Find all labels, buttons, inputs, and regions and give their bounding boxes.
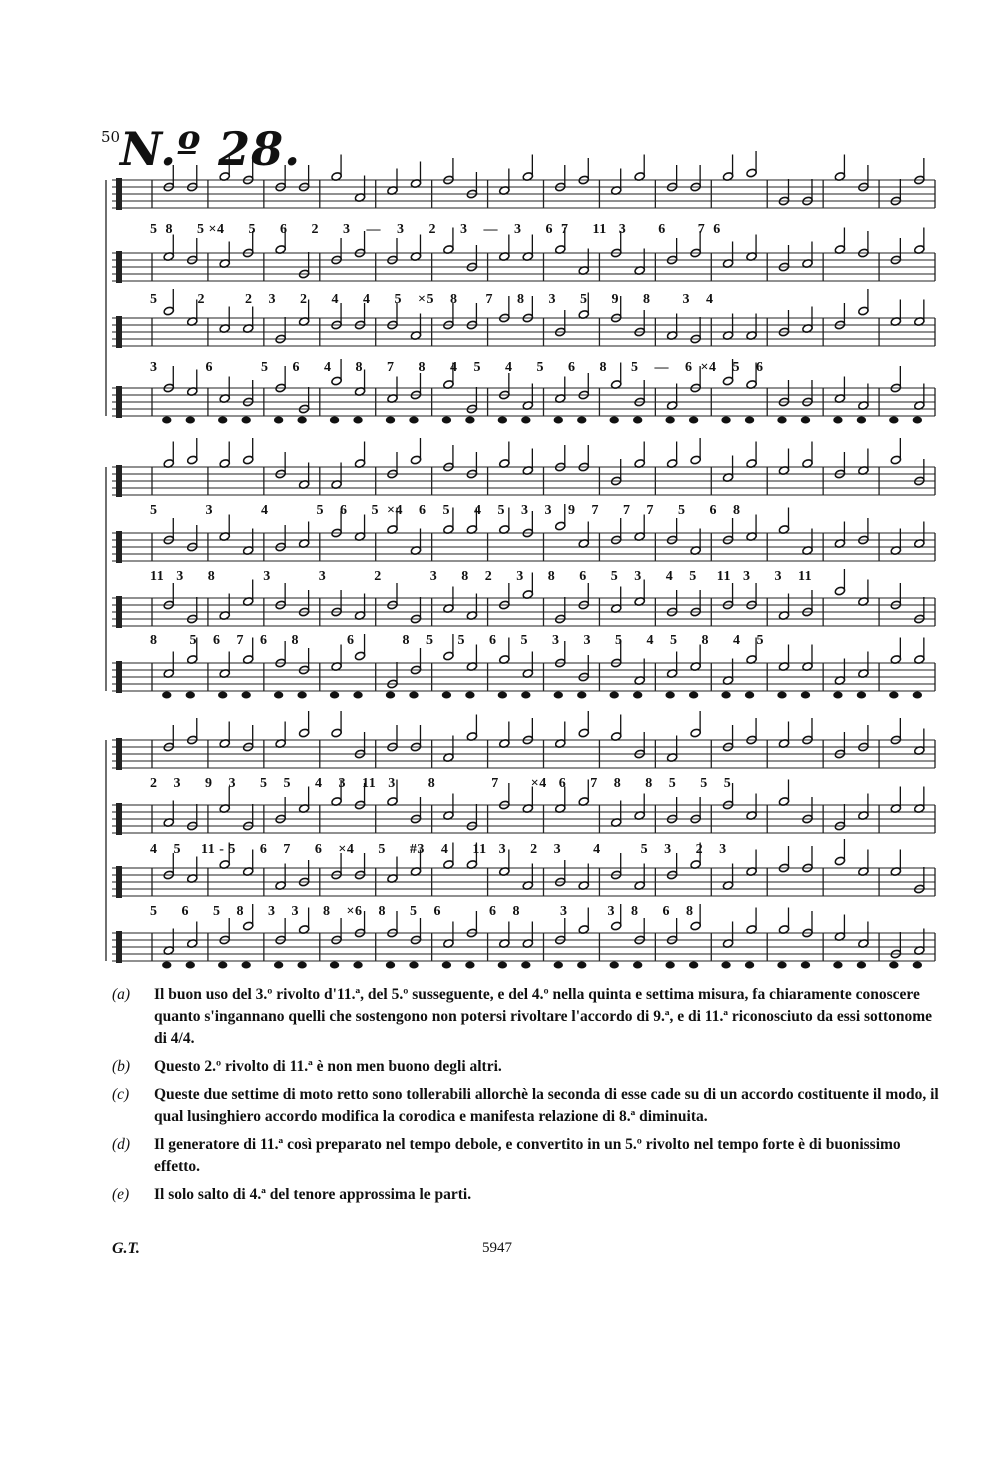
note-head	[354, 962, 362, 968]
music-system-2	[0, 455, 1000, 725]
footnote	[112, 1056, 942, 1078]
note-head	[522, 962, 530, 968]
note-head	[219, 692, 227, 698]
footnote-text: Questo 2.º rivolto di 11.ª è non men buono degli altri.	[154, 1058, 502, 1075]
figured-bass-row: 2 3 9 3 5 5 4 3 11 3 8 7 ×4 6 7 8 8 5 5 5	[150, 776, 732, 791]
note-head	[834, 962, 842, 968]
note-head	[498, 417, 506, 423]
footnote-text: Il generatore di 11.ª così preparato nel tempo debole, e convertito in un 5.º rivolto nel tempo forte è di buonissimo effetto.	[154, 1136, 901, 1175]
note-head	[689, 962, 697, 968]
music-system-1	[0, 150, 1000, 450]
note-head	[890, 692, 898, 698]
note-head	[410, 417, 418, 423]
publisher-mark: G.T.	[112, 1240, 140, 1257]
page-number: 50	[101, 128, 121, 146]
piece-title: N.º 28.	[120, 122, 302, 176]
figured-bass-row: 5 8 5 ×4 5 6 2 3 — 3 2 3 — 3 6 7 11 3 6 7 6	[150, 222, 721, 237]
footnote-marker: (b)	[112, 1058, 131, 1075]
note-head	[778, 962, 786, 968]
note-head	[801, 417, 809, 423]
note-head	[689, 417, 697, 423]
note-head	[219, 417, 227, 423]
c-clef-icon	[116, 738, 122, 770]
footnote	[112, 1134, 942, 1178]
note-head	[890, 962, 898, 968]
note-head	[330, 417, 338, 423]
note-head	[722, 417, 730, 423]
figured-bass-row: 5 6 5 8 3 3 8 ×6 8 5 6 6 8 3 3 8 6 8	[150, 904, 694, 919]
footnote-text: Queste due settime di moto retto sono tollerabili allorchè la seconda di esse cade su di un accordo costituente il modo, il qual lusinghiero accordo modifica la corodica e manifesta relazione di 8.ª diminuita.	[154, 1086, 939, 1125]
c-clef-icon	[116, 596, 122, 628]
footnote	[112, 984, 942, 1050]
note-head	[242, 962, 250, 968]
note-head	[633, 692, 641, 698]
note-head	[219, 962, 227, 968]
figured-bass-row: 8 5 6 7 6 8 6 8 5 5 6 5 3 3 5 4 5 8 4 5	[150, 633, 764, 648]
note-head	[857, 692, 865, 698]
note-head	[745, 962, 753, 968]
note-head	[633, 417, 641, 423]
note-head	[386, 692, 394, 698]
note-head	[354, 692, 362, 698]
bass-clef-icon	[116, 661, 122, 693]
note-head	[466, 692, 474, 698]
note-head	[242, 417, 250, 423]
note-head	[498, 962, 506, 968]
music-system-3	[0, 730, 1000, 980]
bass-clef-icon	[116, 386, 122, 418]
note-head	[298, 417, 306, 423]
note-head	[274, 692, 282, 698]
c-clef-icon	[116, 251, 122, 283]
note-head	[554, 962, 562, 968]
note-head	[578, 962, 586, 968]
footnote-text: Il buon uso del 3.º rivolto d'11.ª, del 5.º susseguente, e del 4.º nella quinta e settima misura, fa chiaramente conoscere quanto s'ingannano quelli che sostengono non potersi rivoltare l'accordo di 9.ª, e di 11.ª riconosciuto da essi sottonome di 4/4.	[154, 986, 933, 1047]
c-clef-icon	[116, 178, 122, 210]
footnote-marker: (a)	[112, 986, 131, 1003]
note-head	[242, 692, 250, 698]
note-head	[913, 962, 921, 968]
note-head	[522, 417, 530, 423]
note-head	[442, 692, 450, 698]
note-head	[410, 962, 418, 968]
note-head	[722, 962, 730, 968]
figured-bass-row: 11 3 8 3 3 2 3 8 2 3 8 6 5 3 4 5 11 3 3 11	[150, 569, 813, 584]
note-head	[498, 692, 506, 698]
figured-bass-row: 4 5 11 - 5 6 7 6 ×4 5 #3 4 11 3 2 3 4 5 3 2 3	[150, 842, 727, 857]
note-head	[298, 692, 306, 698]
note-head	[857, 417, 865, 423]
note-head	[913, 692, 921, 698]
note-head	[274, 962, 282, 968]
footnotes	[112, 984, 942, 1212]
c-clef-icon	[116, 316, 122, 348]
note-head	[163, 692, 171, 698]
footnote-marker: (e)	[112, 1186, 130, 1203]
note-head	[633, 962, 641, 968]
note-head	[330, 692, 338, 698]
staff-graphics-2	[0, 455, 1000, 725]
note-head	[857, 962, 865, 968]
footnote-marker: (d)	[112, 1136, 131, 1153]
note-head	[778, 692, 786, 698]
note-head	[610, 417, 618, 423]
note-head	[274, 417, 282, 423]
note-head	[610, 692, 618, 698]
note-head	[466, 417, 474, 423]
note-head	[386, 417, 394, 423]
note-head	[801, 692, 809, 698]
note-head	[913, 417, 921, 423]
note-head	[442, 962, 450, 968]
note-head	[834, 692, 842, 698]
note-head	[610, 962, 618, 968]
note-head	[666, 692, 674, 698]
footnote-marker: (c)	[112, 1086, 130, 1103]
note-head	[890, 417, 898, 423]
note-head	[745, 417, 753, 423]
note-head	[666, 417, 674, 423]
note-head	[410, 692, 418, 698]
note-head	[163, 962, 171, 968]
figured-bass-row: 3 6 5 6 4 8 7 8 4 5 4 5 6 8 5 — 6 ×4 5 6	[150, 360, 764, 375]
c-clef-icon	[116, 531, 122, 563]
figured-bass-row: 5 3 4 5 6 5 ×4 6 5 4 5 3 3 9 7 7 7 5 6 8	[150, 503, 741, 518]
c-clef-icon	[116, 465, 122, 497]
footnote-text: Il solo salto di 4.ª del tenore approssima le parti.	[154, 1186, 472, 1203]
note-head	[554, 417, 562, 423]
plate-number: 5947	[482, 1240, 512, 1256]
note-head	[578, 417, 586, 423]
note-head	[801, 962, 809, 968]
footnote	[112, 1184, 942, 1206]
c-clef-icon	[116, 803, 122, 835]
note-head	[554, 692, 562, 698]
note-head	[442, 417, 450, 423]
note-head	[689, 692, 697, 698]
note-head	[778, 417, 786, 423]
note-head	[186, 962, 194, 968]
note-head	[186, 692, 194, 698]
note-head	[298, 962, 306, 968]
note-head	[745, 692, 753, 698]
bass-clef-icon	[116, 931, 122, 963]
note-head	[578, 692, 586, 698]
footnote	[112, 1084, 942, 1128]
note-head	[834, 417, 842, 423]
figured-bass-row: 5 2 2 3 2 4 4 5 ×5 8 7 8 3 5 9 8 3 4	[150, 292, 714, 307]
note-head	[522, 692, 530, 698]
note-head	[186, 417, 194, 423]
note-head	[666, 962, 674, 968]
note-head	[163, 417, 171, 423]
note-head	[722, 692, 730, 698]
note-head	[354, 417, 362, 423]
note-head	[386, 962, 394, 968]
note-head	[330, 962, 338, 968]
note-head	[466, 962, 474, 968]
c-clef-icon	[116, 866, 122, 898]
